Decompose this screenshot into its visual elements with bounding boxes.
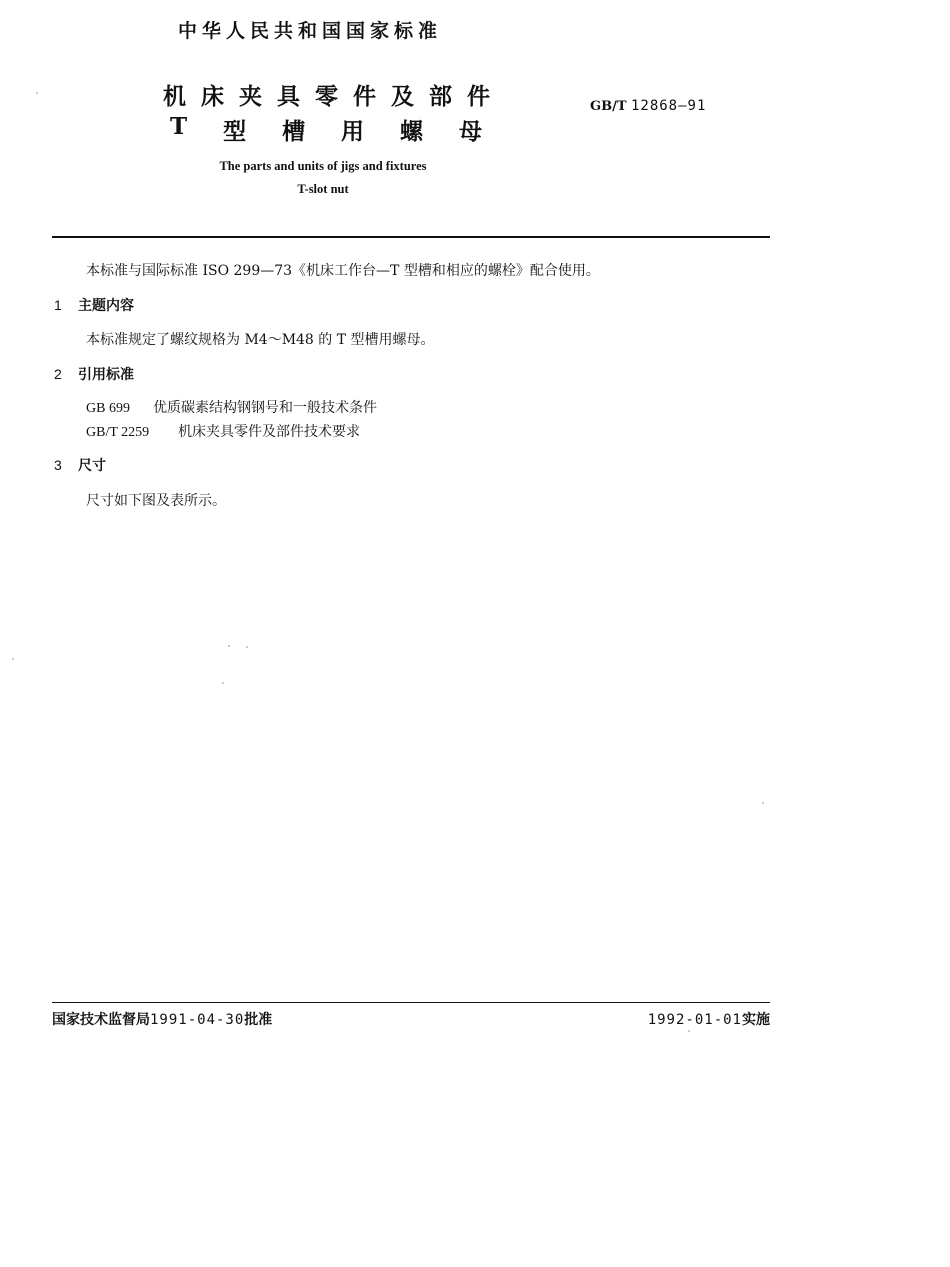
standard-number bbox=[590, 98, 706, 114]
effective-suffix: 实施 bbox=[742, 1012, 770, 1028]
section-1-body: 本标准规定了螺纹规格为 M4～M48 的 T 型槽用螺母。 bbox=[86, 332, 435, 348]
effective-line bbox=[648, 1009, 770, 1029]
title-char: 槽 bbox=[282, 118, 306, 145]
national-standard-heading: 中华人民共和国国家标准 bbox=[178, 20, 443, 42]
title-english-line-1: The parts and units of jigs and fixtures bbox=[219, 159, 427, 173]
section-number: 1 bbox=[54, 297, 62, 313]
approval-line bbox=[52, 1009, 272, 1029]
title-char: 型 bbox=[223, 118, 247, 145]
scan-speck bbox=[688, 1030, 690, 1032]
standard-prefix: GB/T bbox=[590, 99, 627, 114]
section-3-heading bbox=[54, 455, 106, 475]
intro-paragraph: 本标准与国际标准 ISO 299—73《机床工作台—T 型槽和相应的螺栓》配合使用。 bbox=[86, 263, 600, 279]
scan-speck bbox=[36, 92, 38, 94]
footer-divider bbox=[52, 1002, 770, 1003]
title-chinese-line-1: 机床夹具零件及部件 bbox=[163, 83, 505, 110]
title-char: 用 bbox=[341, 118, 365, 145]
reference-item bbox=[86, 397, 377, 417]
section-3-body: 尺寸如下图及表所示。 bbox=[86, 493, 226, 509]
section-1-heading bbox=[54, 295, 134, 315]
reference-code: GB/T 2259 bbox=[86, 425, 150, 440]
title-char: T bbox=[170, 113, 188, 140]
scan-speck bbox=[222, 682, 224, 684]
scan-speck bbox=[228, 645, 230, 647]
section-number: 2 bbox=[54, 366, 62, 382]
section-title: 尺寸 bbox=[78, 458, 106, 474]
reference-title: 优质碳素结构钢钢号和一般技术条件 bbox=[153, 400, 377, 416]
approving-authority: 国家技术监督局 bbox=[52, 1012, 150, 1028]
reference-code: GB 699 bbox=[86, 401, 130, 416]
scan-speck bbox=[762, 802, 764, 804]
section-title: 主题内容 bbox=[78, 298, 134, 314]
approval-suffix: 批准 bbox=[244, 1012, 273, 1028]
title-english-line-2: T-slot nut bbox=[297, 182, 349, 196]
header-divider bbox=[52, 236, 770, 238]
section-title: 引用标准 bbox=[78, 367, 134, 383]
title-char: 母 bbox=[458, 118, 482, 145]
standard-code: 12868—91 bbox=[630, 98, 707, 114]
title-char: 螺 bbox=[400, 118, 423, 145]
scan-speck bbox=[246, 646, 248, 648]
reference-title: 机床夹具零件及部件技术要求 bbox=[178, 424, 360, 440]
title-chinese-line-2 bbox=[170, 113, 482, 146]
section-2-heading bbox=[54, 364, 134, 384]
approval-date: 1991-04-30 bbox=[150, 1012, 245, 1028]
scan-speck bbox=[12, 658, 14, 660]
effective-date: 1992-01-01 bbox=[647, 1012, 742, 1028]
reference-item bbox=[86, 421, 360, 441]
section-number: 3 bbox=[54, 457, 62, 473]
